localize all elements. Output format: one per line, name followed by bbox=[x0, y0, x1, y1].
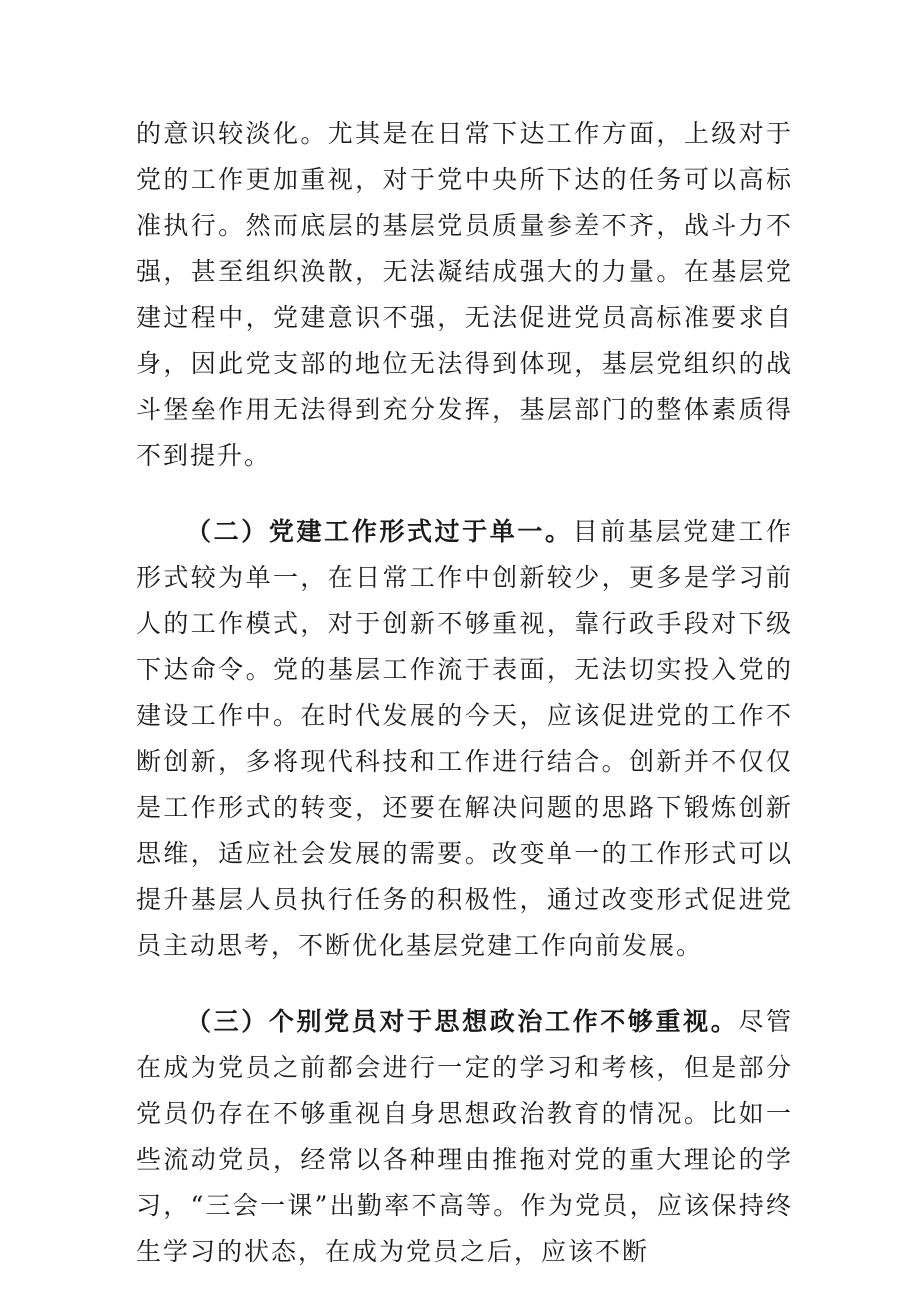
paragraph-3-heading: （三）个别党员对于思想政治工作不够重视。 bbox=[186, 1007, 739, 1036]
document-body bbox=[136, 111, 793, 1275]
paragraph-2-heading: （二）党建工作形式过于单一。 bbox=[186, 517, 573, 546]
paragraph-3-body: 尽管在成为党员之前都会进行一定的学习和考核，但是部分党员仍存在不够重视自身思想政治教育的情况。比如一些流动党员，经常以各种理由推拖对党的重大理论的学习，“三会一课”出勤率不高等。作为党员，应该保持终生学习的状态，在成为党员之后，应该不断 bbox=[136, 1007, 793, 1266]
paragraph-1: 的意识较淡化。尤其是在日常下达工作方面，上级对于党的工作更加重视，对于党中央所下达的任务可以高标准执行。然而底层的基层党员质量参差不齐，战斗力不强，甚至组织涣散，无法凝结成强大的力量。在基层党建过程中，党建意识不强，无法促进党员高标准要求自身，因此党支部的地位无法得到体现，基层党组织的战斗堡垒作用无法得到充分发挥，基层部门的整体素质得不到提升。 bbox=[136, 119, 793, 470]
paragraph-3 bbox=[136, 999, 793, 1275]
paragraph-2-body: 目前基层党建工作形式较为单一，在日常工作中创新较少，更多是学习前人的工作模式，对于创新不够重视，靠行政手段对下级下达命令。党的基层工作流于表面，无法切实投入党的建设工作中。在时代发展的今天，应该促进党的工作不断创新，多将现代科技和工作进行结合。创新并不仅仅是工作形式的转变，还要在解决问题的思路下锻炼创新思维，适应社会发展的需要。改变单一的工作形式可以提升基层人员执行任务的积极性，通过改变形式促进党员主动思考，不断优化基层党建工作向前发展。 bbox=[136, 517, 793, 960]
paragraph-2 bbox=[136, 509, 793, 969]
